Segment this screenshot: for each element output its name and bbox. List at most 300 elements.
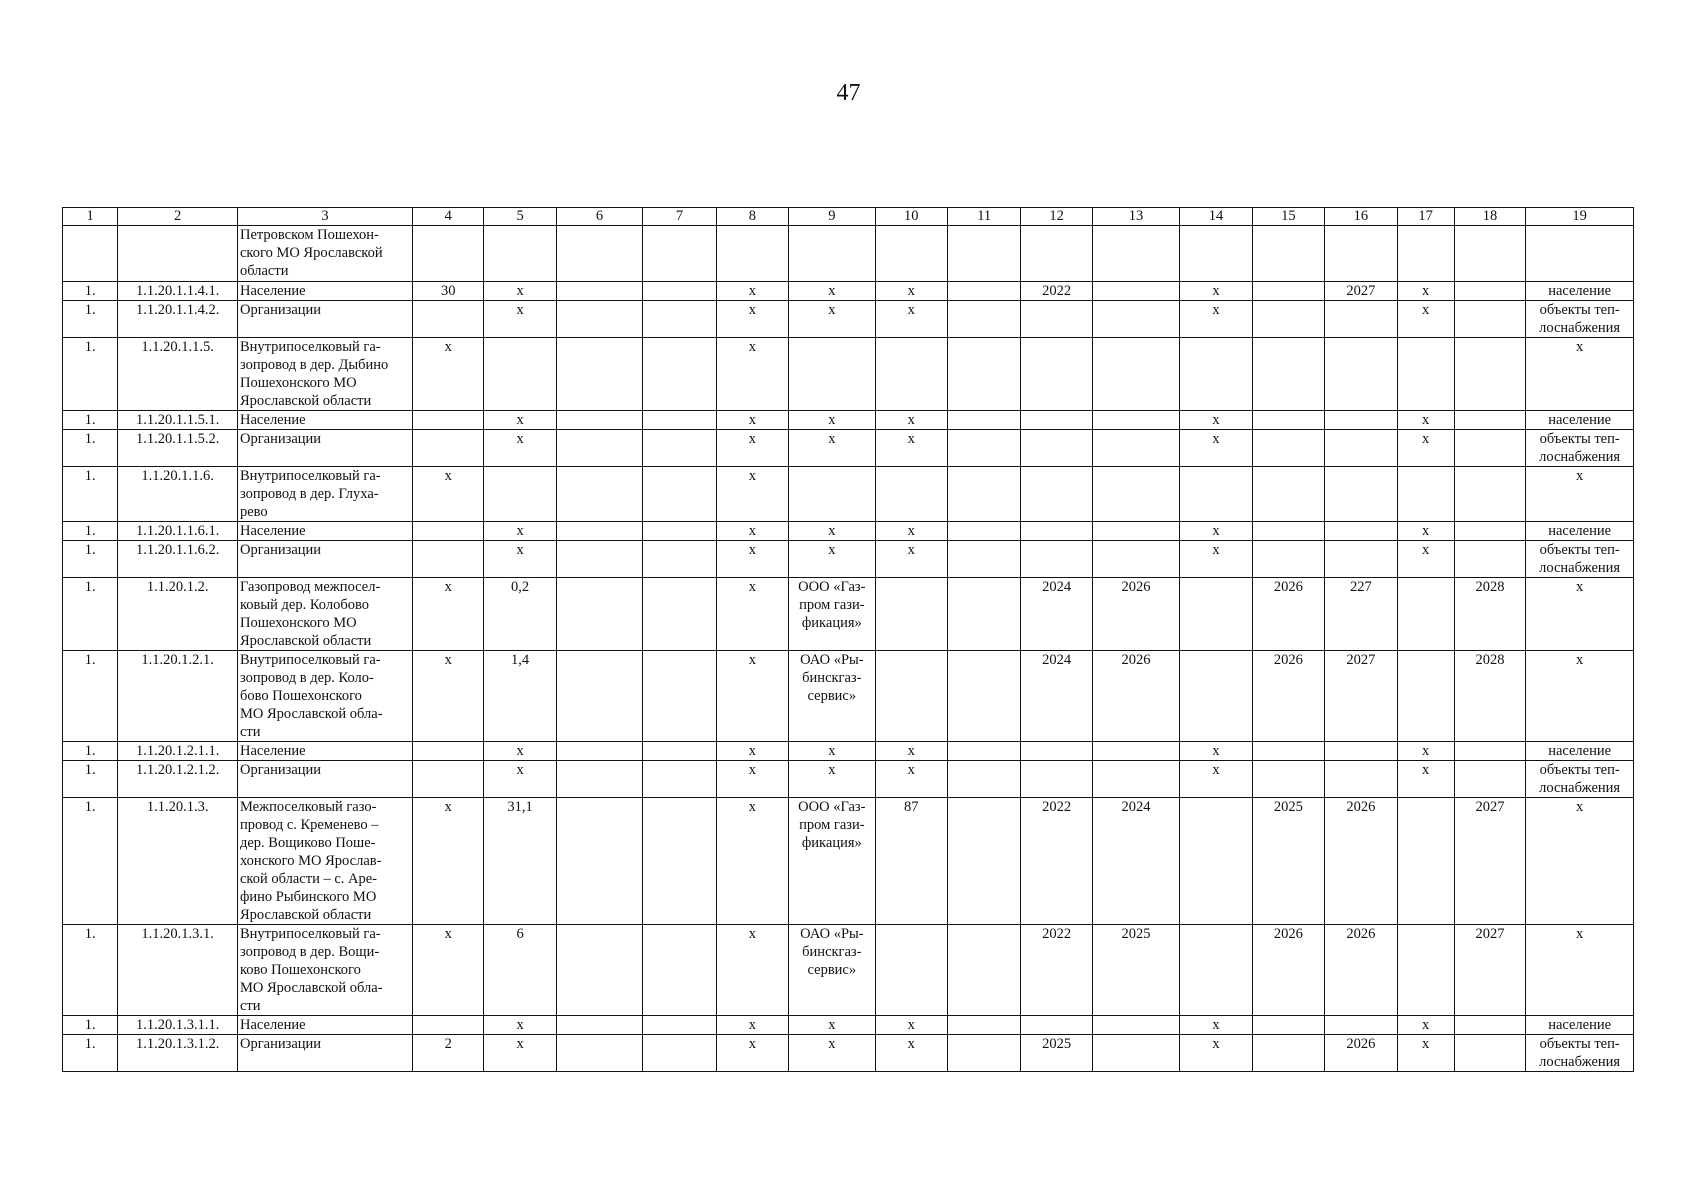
table-cell-col-17: х <box>1397 411 1454 430</box>
table-cell-col-3: Организации <box>237 1035 412 1072</box>
table-cell-col-11 <box>947 282 1020 301</box>
table-cell-col-7 <box>643 430 716 467</box>
table-cell-col-3: Население <box>237 742 412 761</box>
table-cell-col-2: 1.1.20.1.2. <box>118 578 238 651</box>
table-cell-col-11 <box>947 651 1020 742</box>
table-cell-col-1: 1. <box>63 430 118 467</box>
table-cell-col-13: 2026 <box>1092 578 1180 651</box>
table-row <box>63 226 1634 282</box>
table-cell-col-13 <box>1092 301 1180 338</box>
table-cell-col-18: 2028 <box>1454 578 1525 651</box>
table-cell-col-1: 1. <box>63 282 118 301</box>
table-cell-col-12 <box>1021 338 1092 411</box>
header-cell-2: 2 <box>118 208 238 226</box>
table-cell-col-15 <box>1252 761 1324 798</box>
table-cell-col-2: 1.1.20.1.1.6.2. <box>118 541 238 578</box>
table-cell-col-14: х <box>1180 742 1252 761</box>
table-cell-col-3: Население <box>237 411 412 430</box>
table-cell-col-16 <box>1325 1016 1397 1035</box>
table-cell-col-5: х <box>484 761 556 798</box>
table-cell-col-4 <box>412 411 483 430</box>
table-cell-col-9: х <box>789 1035 875 1072</box>
table-cell-col-4 <box>412 522 483 541</box>
table-cell-col-1 <box>63 226 118 282</box>
table-cell-col-12: 2022 <box>1021 282 1092 301</box>
table-cell-col-13 <box>1092 742 1180 761</box>
table-cell-col-6 <box>556 925 642 1016</box>
table-cell-col-9: х <box>789 761 875 798</box>
table-row <box>63 761 1634 798</box>
table-cell-col-4 <box>412 430 483 467</box>
table-cell-col-13 <box>1092 282 1180 301</box>
table-cell-col-6 <box>556 430 642 467</box>
table-cell-col-18 <box>1454 430 1525 467</box>
table-cell-col-18 <box>1454 411 1525 430</box>
table-cell-col-6 <box>556 541 642 578</box>
header-cell-12: 12 <box>1021 208 1092 226</box>
table-cell-col-13 <box>1092 467 1180 522</box>
header-cell-18: 18 <box>1454 208 1525 226</box>
table-cell-col-6 <box>556 1035 642 1072</box>
table-cell-col-15 <box>1252 467 1324 522</box>
table-cell-col-7 <box>643 1035 716 1072</box>
table-cell-col-9: х <box>789 1016 875 1035</box>
table-row <box>63 282 1634 301</box>
table-cell-col-6 <box>556 761 642 798</box>
table-cell-col-5: х <box>484 541 556 578</box>
table-cell-col-7 <box>643 522 716 541</box>
table-cell-col-18 <box>1454 1035 1525 1072</box>
table-cell-col-7 <box>643 1016 716 1035</box>
table-cell-col-8: х <box>716 282 788 301</box>
table-cell-col-1: 1. <box>63 338 118 411</box>
table-cell-col-3: Газопровод межпосел- ковый дер. Колобово Пошехонского МО Ярославской области <box>237 578 412 651</box>
table-cell-col-4 <box>412 541 483 578</box>
table-cell-col-17: х <box>1397 522 1454 541</box>
table-cell-col-9: х <box>789 430 875 467</box>
table-cell-col-8: х <box>716 578 788 651</box>
table-cell-col-4: х <box>412 578 483 651</box>
table-cell-col-2 <box>118 226 238 282</box>
page-number: 47 <box>836 80 861 106</box>
table-cell-col-2: 1.1.20.1.1.5.2. <box>118 430 238 467</box>
table-cell-col-7 <box>643 301 716 338</box>
table-cell-col-16: 2027 <box>1325 651 1397 742</box>
header-cell-13: 13 <box>1092 208 1180 226</box>
table-cell-col-5: х <box>484 411 556 430</box>
table-cell-col-12 <box>1021 541 1092 578</box>
table-cell-col-14 <box>1180 651 1252 742</box>
table-cell-col-6 <box>556 301 642 338</box>
table-row <box>63 1016 1634 1035</box>
table-cell-col-5 <box>484 467 556 522</box>
table-cell-col-13 <box>1092 338 1180 411</box>
table-cell-col-10: х <box>875 742 947 761</box>
table-cell-col-13 <box>1092 226 1180 282</box>
table-cell-col-17: х <box>1397 1035 1454 1072</box>
table-cell-col-6 <box>556 522 642 541</box>
table-cell-col-5: х <box>484 282 556 301</box>
table-cell-col-13 <box>1092 1035 1180 1072</box>
table-cell-col-19: х <box>1526 651 1634 742</box>
table-cell-col-10 <box>875 578 947 651</box>
table-row <box>63 301 1634 338</box>
table-cell-col-10: х <box>875 282 947 301</box>
table-cell-col-3: Население <box>237 282 412 301</box>
table-cell-col-7 <box>643 411 716 430</box>
table-cell-col-13 <box>1092 1016 1180 1035</box>
header-cell-16: 16 <box>1325 208 1397 226</box>
table-cell-col-7 <box>643 467 716 522</box>
table-cell-col-17 <box>1397 578 1454 651</box>
table-cell-col-2: 1.1.20.1.1.4.2. <box>118 301 238 338</box>
table-cell-col-9: х <box>789 742 875 761</box>
table-cell-col-19: объекты теп- лоснабжения <box>1526 430 1634 467</box>
table-cell-col-11 <box>947 925 1020 1016</box>
table-cell-col-7 <box>643 761 716 798</box>
table-cell-col-16 <box>1325 467 1397 522</box>
table-cell-col-8: х <box>716 742 788 761</box>
table-cell-col-12 <box>1021 226 1092 282</box>
header-cell-4: 4 <box>412 208 483 226</box>
table-cell-col-8: х <box>716 338 788 411</box>
table-cell-col-7 <box>643 925 716 1016</box>
table-cell-col-2: 1.1.20.1.2.1.1. <box>118 742 238 761</box>
table-cell-col-2: 1.1.20.1.3.1.1. <box>118 1016 238 1035</box>
table-cell-col-16 <box>1325 761 1397 798</box>
table-cell-col-10 <box>875 467 947 522</box>
table-cell-col-6 <box>556 467 642 522</box>
table-cell-col-16: 2026 <box>1325 798 1397 925</box>
table-cell-col-11 <box>947 467 1020 522</box>
table-cell-col-1: 1. <box>63 798 118 925</box>
table-cell-col-13 <box>1092 522 1180 541</box>
table-cell-col-7 <box>643 282 716 301</box>
gas-pipeline-table <box>62 207 1634 1072</box>
table-cell-col-17 <box>1397 226 1454 282</box>
table-cell-col-17: х <box>1397 301 1454 338</box>
table-cell-col-1: 1. <box>63 541 118 578</box>
table-cell-col-15: 2026 <box>1252 578 1324 651</box>
table-cell-col-6 <box>556 226 642 282</box>
table-cell-col-19: объекты теп- лоснабжения <box>1526 541 1634 578</box>
table-cell-col-5: х <box>484 522 556 541</box>
table-cell-col-18 <box>1454 1016 1525 1035</box>
table-row <box>63 925 1634 1016</box>
table-row <box>63 742 1634 761</box>
table-cell-col-3: Внутрипоселковый га- зопровод в дер. Коло- бово Пошехонского МО Ярославской обла- сти <box>237 651 412 742</box>
table-cell-col-11 <box>947 411 1020 430</box>
table-cell-col-8: х <box>716 925 788 1016</box>
table-cell-col-3: Внутрипоселковый га- зопровод в дер. Глуха- рево <box>237 467 412 522</box>
table-cell-col-18 <box>1454 301 1525 338</box>
table-cell-col-8: х <box>716 467 788 522</box>
table-cell-col-16 <box>1325 411 1397 430</box>
table-cell-col-5: х <box>484 301 556 338</box>
header-cell-6: 6 <box>556 208 642 226</box>
table-cell-col-16 <box>1325 301 1397 338</box>
table-cell-col-15 <box>1252 338 1324 411</box>
table-cell-col-3: Организации <box>237 761 412 798</box>
table-cell-col-4 <box>412 301 483 338</box>
table-row <box>63 411 1634 430</box>
table-cell-col-19: население <box>1526 742 1634 761</box>
table-cell-col-2: 1.1.20.1.3. <box>118 798 238 925</box>
table-cell-col-3: Население <box>237 522 412 541</box>
header-cell-19: 19 <box>1526 208 1634 226</box>
table-cell-col-11 <box>947 1035 1020 1072</box>
table-cell-col-14 <box>1180 578 1252 651</box>
table-cell-col-14: х <box>1180 301 1252 338</box>
table-cell-col-10: х <box>875 1035 947 1072</box>
table-cell-col-15: 2026 <box>1252 925 1324 1016</box>
table-cell-col-9: ОАО «Ры- бинскгаз- сервис» <box>789 925 875 1016</box>
table-cell-col-10: х <box>875 541 947 578</box>
table-cell-col-8: х <box>716 522 788 541</box>
table-cell-col-14: х <box>1180 1016 1252 1035</box>
table-cell-col-3: Организации <box>237 541 412 578</box>
table-cell-col-14 <box>1180 467 1252 522</box>
table-cell-col-10: х <box>875 430 947 467</box>
table-cell-col-15: 2025 <box>1252 798 1324 925</box>
table-cell-col-15 <box>1252 226 1324 282</box>
table-cell-col-10: х <box>875 761 947 798</box>
table-cell-col-19: объекты теп- лоснабжения <box>1526 1035 1634 1072</box>
table-cell-col-19: объекты теп- лоснабжения <box>1526 761 1634 798</box>
table-cell-col-4: х <box>412 925 483 1016</box>
header-cell-11: 11 <box>947 208 1020 226</box>
table-cell-col-9 <box>789 338 875 411</box>
table-cell-col-1: 1. <box>63 1016 118 1035</box>
table-cell-col-15: 2026 <box>1252 651 1324 742</box>
table-cell-col-15 <box>1252 301 1324 338</box>
table-row <box>63 467 1634 522</box>
header-cell-10: 10 <box>875 208 947 226</box>
table-cell-col-18: 2028 <box>1454 651 1525 742</box>
table-cell-col-17: х <box>1397 761 1454 798</box>
table-cell-col-9 <box>789 226 875 282</box>
table-cell-col-15 <box>1252 430 1324 467</box>
table-cell-col-19: х <box>1526 578 1634 651</box>
table-cell-col-16: 227 <box>1325 578 1397 651</box>
table-cell-col-16 <box>1325 541 1397 578</box>
table-cell-col-1: 1. <box>63 522 118 541</box>
table-cell-col-15 <box>1252 411 1324 430</box>
table-cell-col-12 <box>1021 761 1092 798</box>
table-cell-col-1: 1. <box>63 651 118 742</box>
table-cell-col-19: х <box>1526 467 1634 522</box>
table-cell-col-18 <box>1454 226 1525 282</box>
table-cell-col-16 <box>1325 742 1397 761</box>
table-cell-col-11 <box>947 578 1020 651</box>
header-row <box>63 208 1634 226</box>
table-cell-col-1: 1. <box>63 301 118 338</box>
table-cell-col-12 <box>1021 301 1092 338</box>
table-cell-col-1: 1. <box>63 578 118 651</box>
table-cell-col-17 <box>1397 798 1454 925</box>
header-cell-7: 7 <box>643 208 716 226</box>
table-cell-col-14: х <box>1180 430 1252 467</box>
table-cell-col-1: 1. <box>63 1035 118 1072</box>
table-cell-col-18 <box>1454 467 1525 522</box>
table-cell-col-18 <box>1454 282 1525 301</box>
table-cell-col-15 <box>1252 1035 1324 1072</box>
table-cell-col-14: х <box>1180 541 1252 578</box>
table-cell-col-5 <box>484 338 556 411</box>
table-cell-col-14: х <box>1180 1035 1252 1072</box>
table-cell-col-8: х <box>716 1016 788 1035</box>
table-cell-col-18: 2027 <box>1454 925 1525 1016</box>
table-cell-col-16 <box>1325 226 1397 282</box>
table-cell-col-2: 1.1.20.1.1.5. <box>118 338 238 411</box>
table-row <box>63 338 1634 411</box>
table-cell-col-19: х <box>1526 798 1634 925</box>
table-cell-col-15 <box>1252 742 1324 761</box>
table-cell-col-7 <box>643 541 716 578</box>
table-cell-col-4 <box>412 1016 483 1035</box>
table-cell-col-8: х <box>716 651 788 742</box>
table-cell-col-3: Межпоселковый газо- провод с. Кременево – дер. Вощиково Поше- хонского МО Ярослав- ской области – с. Аре- фино Рыбинского МО Ярославской области <box>237 798 412 925</box>
table-cell-col-7 <box>643 742 716 761</box>
table-cell-col-4: 30 <box>412 282 483 301</box>
table-cell-col-13 <box>1092 541 1180 578</box>
table-cell-col-8: х <box>716 430 788 467</box>
table-cell-col-11 <box>947 541 1020 578</box>
table-cell-col-13 <box>1092 761 1180 798</box>
table-cell-col-9: ООО «Газ- пром гази- фикация» <box>789 798 875 925</box>
table-cell-col-7 <box>643 338 716 411</box>
table-cell-col-16: 2026 <box>1325 1035 1397 1072</box>
table-cell-col-8 <box>716 226 788 282</box>
table-cell-col-18 <box>1454 761 1525 798</box>
table-cell-col-2: 1.1.20.1.1.6.1. <box>118 522 238 541</box>
table-cell-col-19: х <box>1526 338 1634 411</box>
table-cell-col-11 <box>947 522 1020 541</box>
table-cell-col-6 <box>556 798 642 925</box>
table-cell-col-12 <box>1021 1016 1092 1035</box>
table-cell-col-11 <box>947 226 1020 282</box>
header-cell-1: 1 <box>63 208 118 226</box>
table-cell-col-9: х <box>789 411 875 430</box>
table-row <box>63 541 1634 578</box>
table-cell-col-2: 1.1.20.1.3.1.2. <box>118 1035 238 1072</box>
header-cell-17: 17 <box>1397 208 1454 226</box>
table-cell-col-1: 1. <box>63 742 118 761</box>
table-cell-col-1: 1. <box>63 925 118 1016</box>
table-cell-col-8: х <box>716 1035 788 1072</box>
table-cell-col-12 <box>1021 742 1092 761</box>
table-cell-col-14 <box>1180 338 1252 411</box>
table-cell-col-9: ООО «Газ- пром гази- фикация» <box>789 578 875 651</box>
table-cell-col-6 <box>556 651 642 742</box>
table-cell-col-1: 1. <box>63 467 118 522</box>
table-cell-col-2: 1.1.20.1.1.6. <box>118 467 238 522</box>
table-cell-col-5: х <box>484 430 556 467</box>
table-cell-col-17: х <box>1397 282 1454 301</box>
table-cell-col-1: 1. <box>63 411 118 430</box>
table-cell-col-7 <box>643 798 716 925</box>
table-cell-col-14: х <box>1180 411 1252 430</box>
table-row <box>63 651 1634 742</box>
table-cell-col-16 <box>1325 522 1397 541</box>
table-cell-col-10: х <box>875 411 947 430</box>
table-cell-col-5: 6 <box>484 925 556 1016</box>
table-cell-col-13: 2025 <box>1092 925 1180 1016</box>
table-cell-col-6 <box>556 338 642 411</box>
table-cell-col-18 <box>1454 522 1525 541</box>
table-cell-col-5: х <box>484 742 556 761</box>
table-cell-col-12: 2022 <box>1021 798 1092 925</box>
table-cell-col-6 <box>556 1016 642 1035</box>
table-cell-col-12: 2025 <box>1021 1035 1092 1072</box>
table-cell-col-19: население <box>1526 411 1634 430</box>
table-cell-col-5: х <box>484 1016 556 1035</box>
table-cell-col-14 <box>1180 925 1252 1016</box>
table-cell-col-8: х <box>716 761 788 798</box>
table-cell-col-13: 2024 <box>1092 798 1180 925</box>
table-cell-col-6 <box>556 578 642 651</box>
table-cell-col-9: х <box>789 282 875 301</box>
table-cell-col-1: 1. <box>63 761 118 798</box>
header-cell-5: 5 <box>484 208 556 226</box>
table-cell-col-4 <box>412 761 483 798</box>
table-cell-col-11 <box>947 338 1020 411</box>
table-cell-col-16: 2027 <box>1325 282 1397 301</box>
table-cell-col-4: х <box>412 651 483 742</box>
table-cell-col-17 <box>1397 651 1454 742</box>
table-cell-col-17 <box>1397 467 1454 522</box>
table-cell-col-3: Население <box>237 1016 412 1035</box>
table-cell-col-4: х <box>412 338 483 411</box>
table-cell-col-8: х <box>716 798 788 925</box>
table-cell-col-14: х <box>1180 522 1252 541</box>
table-cell-col-11 <box>947 798 1020 925</box>
table-cell-col-3: Организации <box>237 301 412 338</box>
table-cell-col-11 <box>947 301 1020 338</box>
table-cell-col-19: население <box>1526 282 1634 301</box>
table-cell-col-10: 87 <box>875 798 947 925</box>
table-cell-col-11 <box>947 430 1020 467</box>
table-cell-col-12: 2024 <box>1021 578 1092 651</box>
table-cell-col-15 <box>1252 1016 1324 1035</box>
table-row <box>63 1035 1634 1072</box>
table-cell-col-2: 1.1.20.1.2.1.2. <box>118 761 238 798</box>
table-cell-col-12 <box>1021 411 1092 430</box>
table-cell-col-9: х <box>789 541 875 578</box>
table-cell-col-19: объекты теп- лоснабжения <box>1526 301 1634 338</box>
table-cell-col-12 <box>1021 522 1092 541</box>
table-cell-col-9: х <box>789 522 875 541</box>
table-cell-col-10: х <box>875 1016 947 1035</box>
table-cell-col-13 <box>1092 411 1180 430</box>
table-cell-col-3: Внутрипоселковый га- зопровод в дер. Дыбино Пошехонского МО Ярославской области <box>237 338 412 411</box>
table-cell-col-19: население <box>1526 522 1634 541</box>
table-cell-col-18: 2027 <box>1454 798 1525 925</box>
table-cell-col-9: ОАО «Ры- бинскгаз- сервис» <box>789 651 875 742</box>
table-cell-col-6 <box>556 742 642 761</box>
table-cell-col-14: х <box>1180 282 1252 301</box>
table-cell-col-3: Организации <box>237 430 412 467</box>
table-cell-col-12 <box>1021 430 1092 467</box>
table-cell-col-2: 1.1.20.1.1.4.1. <box>118 282 238 301</box>
table-row <box>63 522 1634 541</box>
table-cell-col-3: Внутрипоселковый га- зопровод в дер. Вощи- ково Пошехонского МО Ярославской обла- сти <box>237 925 412 1016</box>
table-cell-col-8: х <box>716 301 788 338</box>
table-cell-col-15 <box>1252 522 1324 541</box>
table-cell-col-15 <box>1252 541 1324 578</box>
table-cell-col-5: 0,2 <box>484 578 556 651</box>
table-cell-col-8: х <box>716 541 788 578</box>
